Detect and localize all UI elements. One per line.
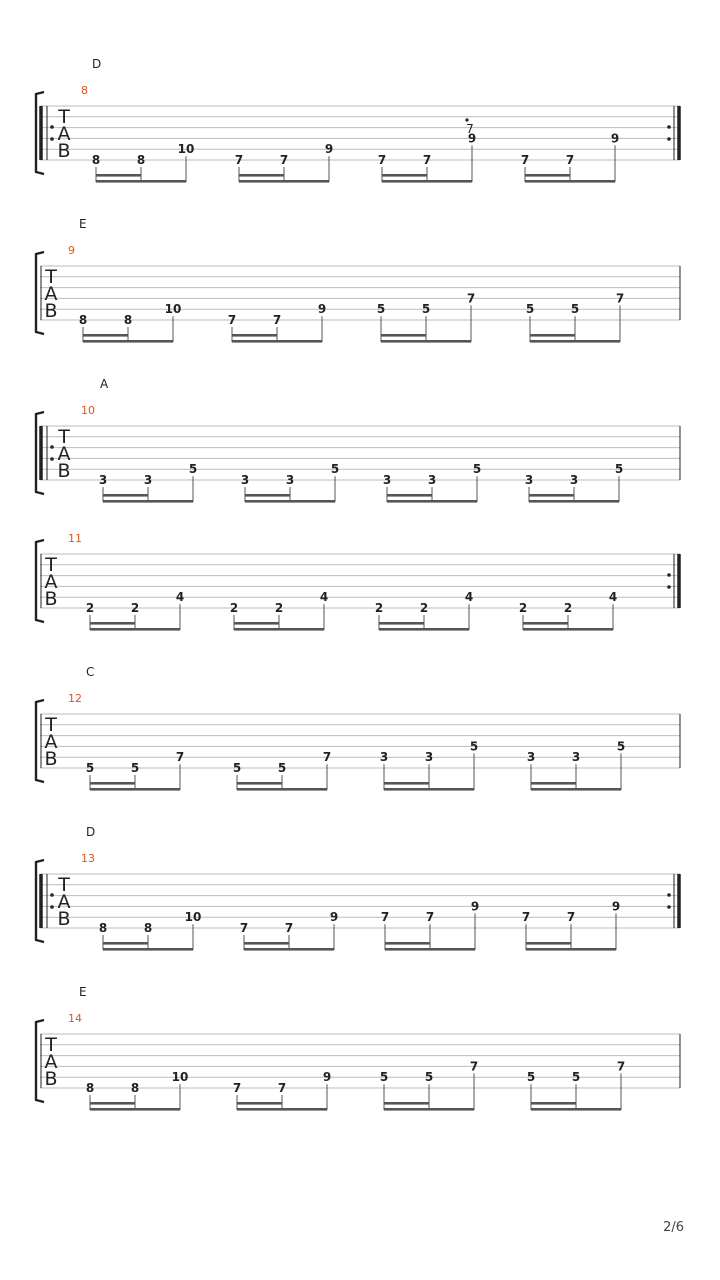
beam-secondary <box>525 174 570 177</box>
tab-clef-letter-t: T <box>58 426 70 448</box>
fret-number: 5 <box>472 462 482 477</box>
beam-secondary <box>523 622 568 625</box>
fret-number: 8 <box>136 153 146 167</box>
fret-number: 4 <box>608 590 618 605</box>
fret-number: 2 <box>85 601 95 615</box>
fret-number: 4 <box>464 590 474 605</box>
tab-clef-letter-t: T <box>45 1034 57 1056</box>
system-brace <box>36 252 44 334</box>
beam-secondary <box>232 334 277 337</box>
beam-secondary <box>381 334 426 337</box>
bar-number: 12 <box>68 692 82 705</box>
tab-system <box>36 665 680 791</box>
tab-system <box>36 57 680 183</box>
fret-number: 8 <box>143 921 153 935</box>
fret-number: 3 <box>143 473 153 487</box>
fret-number: 5 <box>379 1070 389 1085</box>
fret-number: 7 <box>566 910 576 925</box>
fret-number: 2 <box>518 601 528 615</box>
page-number: 2/6 <box>663 1220 684 1235</box>
tab-clef-letter-b: B <box>44 588 58 610</box>
repeat-dot <box>667 137 671 141</box>
beam-primary <box>384 788 474 791</box>
fret-number: 2 <box>374 601 384 615</box>
fret-number: 7 <box>521 910 531 925</box>
chord-name: E <box>79 217 87 231</box>
beam-primary <box>245 500 335 503</box>
beam-secondary <box>531 1102 576 1105</box>
fret-number: 7 <box>277 1081 287 1095</box>
fret-number: 10 <box>177 142 195 157</box>
fret-number: 7 <box>377 153 387 167</box>
fret-number: 8 <box>78 313 88 327</box>
repeat-dot <box>50 137 54 141</box>
fret-number: 8 <box>130 1081 140 1095</box>
beam-secondary <box>96 174 141 177</box>
fret-number: 9 <box>467 131 477 146</box>
bar-number: 10 <box>81 404 95 417</box>
fret-number: 4 <box>319 590 329 605</box>
tab-clef-letter-b: B <box>57 460 71 482</box>
repeat-dot <box>667 905 671 909</box>
fret-number: 2 <box>229 601 239 615</box>
system-brace <box>36 700 44 782</box>
tab-system <box>36 377 680 503</box>
tab-clef-letter-a: A <box>44 571 58 593</box>
fret-number: 8 <box>91 153 101 167</box>
fret-number: 7 <box>322 750 332 765</box>
beam-secondary <box>237 1102 282 1105</box>
fret-number: 5 <box>616 739 626 754</box>
beam-primary <box>237 1108 327 1111</box>
beam-primary <box>387 500 477 503</box>
fret-number: 7 <box>615 291 625 306</box>
fret-number: 7 <box>469 1059 479 1074</box>
fret-number: 2 <box>274 601 284 615</box>
tab-clef-letter-b: B <box>57 908 71 930</box>
fret-number: 7 <box>616 1059 626 1074</box>
beam-secondary <box>530 334 575 337</box>
beam-secondary <box>382 174 427 177</box>
repeat-dot <box>50 905 54 909</box>
beam-secondary <box>387 494 432 497</box>
fret-number: 2 <box>563 601 573 615</box>
fret-number: 9 <box>317 302 327 317</box>
fret-number: 9 <box>322 1070 332 1085</box>
fret-number: 5 <box>571 1070 581 1085</box>
repeat-dot <box>50 125 54 129</box>
tab-clef-letter-b: B <box>57 140 71 162</box>
fret-number: 9 <box>329 910 339 925</box>
fret-number: 3 <box>379 750 389 765</box>
fret-number: 5 <box>130 761 140 775</box>
repeat-dot <box>667 125 671 129</box>
beam-primary <box>531 1108 621 1111</box>
beam-primary <box>232 340 322 343</box>
bar-number: 13 <box>81 852 95 865</box>
fret-number: 7 <box>380 910 390 925</box>
tab-clef-letter-b: B <box>44 748 58 770</box>
beam-primary <box>385 948 475 951</box>
fret-number: 9 <box>610 131 620 146</box>
fret-number: 2 <box>130 601 140 615</box>
fret-number: 7 <box>284 921 294 935</box>
fret-number: 5 <box>85 761 95 775</box>
chord-name: E <box>79 985 87 999</box>
fret-number: 5 <box>424 1070 434 1085</box>
beam-secondary <box>531 782 576 785</box>
fret-number: 3 <box>569 473 579 487</box>
beam-primary <box>83 340 173 343</box>
fret-number: 7 <box>466 291 476 306</box>
fret-number: 8 <box>85 1081 95 1095</box>
beam-secondary <box>385 942 430 945</box>
fret-number: 3 <box>526 750 536 765</box>
chord-name: A <box>100 377 109 391</box>
tab-system <box>36 825 680 951</box>
fret-number: 4 <box>175 590 185 605</box>
beam-primary <box>237 788 327 791</box>
beam-primary <box>90 788 180 791</box>
beam-primary <box>523 628 613 631</box>
fret-number: 8 <box>98 921 108 935</box>
repeat-dot <box>667 573 671 577</box>
tab-clef-letter-a: A <box>44 1051 58 1073</box>
tab-clef-letter-a: A <box>57 891 71 913</box>
beam-secondary <box>90 1102 135 1105</box>
beam-primary <box>529 500 619 503</box>
eighth-rest-symbol: 7 <box>466 122 474 136</box>
beam-primary <box>103 948 193 951</box>
beam-secondary <box>239 174 284 177</box>
beam-secondary <box>526 942 571 945</box>
fret-number: 3 <box>424 750 434 765</box>
fret-number: 5 <box>188 462 198 477</box>
fret-number: 7 <box>422 153 432 167</box>
fret-number: 3 <box>240 473 250 487</box>
beam-primary <box>384 1108 474 1111</box>
repeat-dot <box>50 445 54 449</box>
beam-primary <box>103 500 193 503</box>
fret-number: 3 <box>98 473 108 487</box>
fret-number: 8 <box>123 313 133 327</box>
fret-number: 9 <box>611 899 621 914</box>
beam-primary <box>239 180 329 183</box>
chord-name: C <box>86 665 95 679</box>
fret-number: 5 <box>526 1070 536 1085</box>
beam-primary <box>96 180 186 183</box>
beam-secondary <box>244 942 289 945</box>
bar-number: 11 <box>68 532 82 545</box>
tab-clef-letter-b: B <box>44 1068 58 1090</box>
fret-number: 10 <box>171 1070 189 1085</box>
beam-primary <box>525 180 615 183</box>
beam-secondary <box>237 782 282 785</box>
beam-secondary <box>384 1102 429 1105</box>
system-brace <box>36 1020 44 1102</box>
fret-number: 7 <box>520 153 530 167</box>
repeat-dot <box>667 585 671 589</box>
fret-number: 10 <box>184 910 202 925</box>
fret-number: 7 <box>272 313 282 327</box>
fret-number: 7 <box>425 910 435 925</box>
beam-secondary <box>90 782 135 785</box>
beam-primary <box>381 340 471 343</box>
fret-number: 5 <box>330 462 340 477</box>
tab-clef-letter-t: T <box>45 554 57 576</box>
fret-number: 10 <box>164 302 182 317</box>
beam-primary <box>382 180 472 183</box>
beam-primary <box>526 948 616 951</box>
fret-number: 5 <box>232 761 242 775</box>
beam-primary <box>379 628 469 631</box>
beam-secondary <box>379 622 424 625</box>
repeat-dot <box>667 893 671 897</box>
tab-clef-letter-a: A <box>44 283 58 305</box>
beam-primary <box>234 628 324 631</box>
fret-number: 7 <box>234 153 244 167</box>
fret-number: 5 <box>277 761 287 775</box>
fret-number: 3 <box>285 473 295 487</box>
tab-clef-letter-a: A <box>57 123 71 145</box>
fret-number: 5 <box>376 302 386 317</box>
beam-primary <box>531 788 621 791</box>
beam-primary <box>90 628 180 631</box>
beam-secondary <box>90 622 135 625</box>
tab-system <box>36 985 680 1111</box>
beam-secondary <box>83 334 128 337</box>
beam-secondary <box>103 494 148 497</box>
bar-number: 14 <box>68 1012 82 1025</box>
fret-number: 7 <box>279 153 289 167</box>
tab-clef-letter-a: A <box>44 731 58 753</box>
beam-secondary <box>245 494 290 497</box>
beam-primary <box>530 340 620 343</box>
chord-name: D <box>86 825 96 839</box>
fret-number: 3 <box>571 750 581 765</box>
tab-clef-letter-b: B <box>44 300 58 322</box>
fret-number: 3 <box>382 473 392 487</box>
fret-number: 7 <box>565 153 575 167</box>
beam-secondary <box>234 622 279 625</box>
tab-clef-letter-t: T <box>58 874 70 896</box>
tab-system <box>36 532 680 631</box>
fret-number: 9 <box>324 142 334 157</box>
beam-primary <box>90 1108 180 1111</box>
fret-number: 5 <box>421 302 431 317</box>
fret-number: 5 <box>570 302 580 317</box>
beam-primary <box>244 948 334 951</box>
beam-secondary <box>529 494 574 497</box>
chord-name: D <box>92 57 102 71</box>
fret-number: 5 <box>525 302 535 317</box>
tab-clef-letter-t: T <box>58 106 70 128</box>
tab-system <box>36 217 680 343</box>
beam-secondary <box>103 942 148 945</box>
repeat-dot <box>50 893 54 897</box>
tab-clef-letter-t: T <box>45 714 57 736</box>
fret-number: 3 <box>524 473 534 487</box>
repeat-dot <box>50 457 54 461</box>
bar-number: 9 <box>68 244 75 257</box>
bar-number: 8 <box>81 84 88 97</box>
rest-dot <box>465 118 468 121</box>
fret-number: 5 <box>614 462 624 477</box>
tab-clef-letter-t: T <box>45 266 57 288</box>
fret-number: 7 <box>232 1081 242 1095</box>
beam-secondary <box>384 782 429 785</box>
fret-number: 7 <box>239 921 249 935</box>
fret-number: 7 <box>227 313 237 327</box>
tab-clef-letter-a: A <box>57 443 71 465</box>
fret-number: 7 <box>175 750 185 765</box>
fret-number: 9 <box>470 899 480 914</box>
fret-number: 5 <box>469 739 479 754</box>
fret-number: 2 <box>419 601 429 615</box>
fret-number: 3 <box>427 473 437 487</box>
system-brace <box>36 540 44 622</box>
